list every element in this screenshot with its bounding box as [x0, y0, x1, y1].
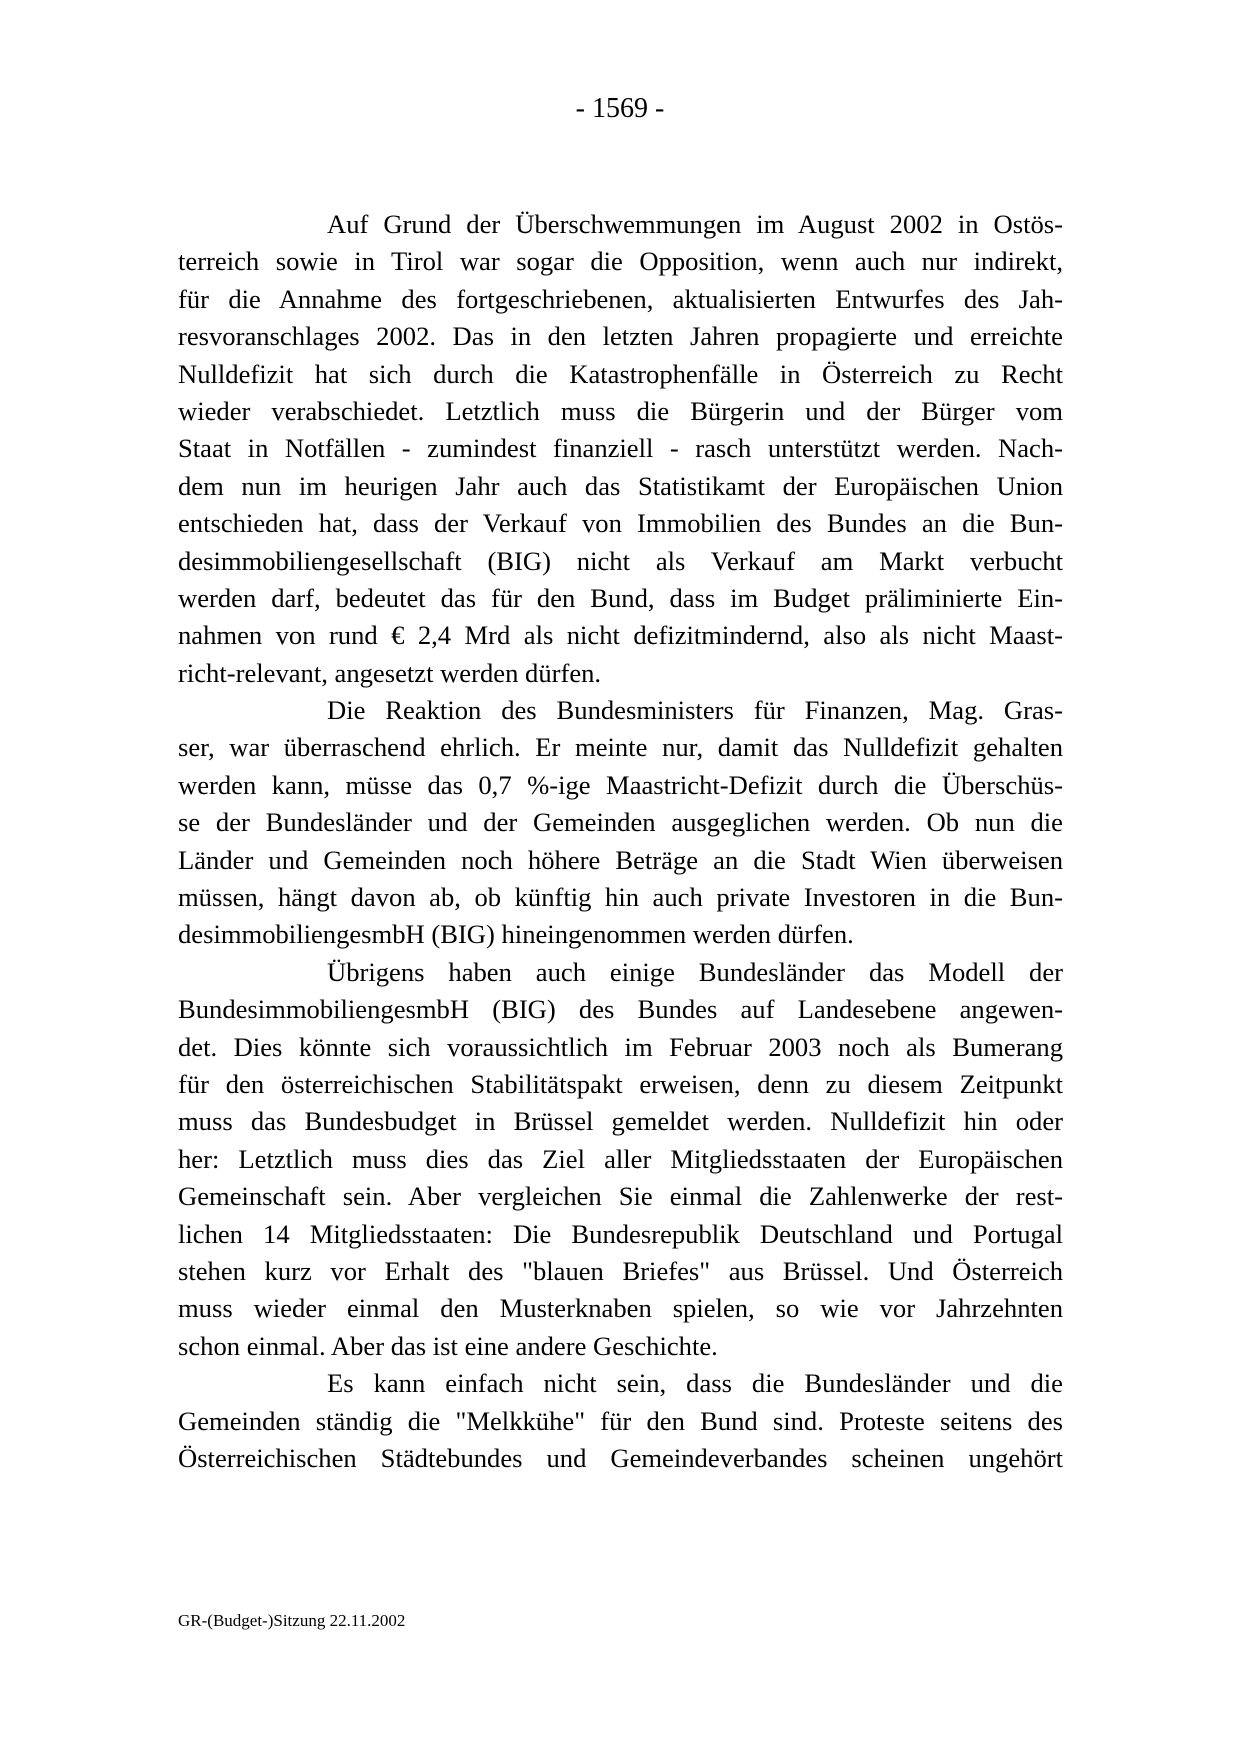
text-line: wieder verabschiedet. Letztlich muss die Bürgerin und der Bürger vom [178, 395, 1063, 426]
text-line: muss das Bundesbudget in Brüssel gemeldet werden. Nulldefizit hin oder [178, 1106, 1063, 1137]
text-line: werden darf, bedeutet das für den Bund, dass im Budget präliminierte Ein- [178, 582, 1063, 613]
text-line: Übrigens haben auch einige Bundesländer das Modell der [327, 956, 1063, 987]
text-line: terreich sowie in Tirol war sogar die Opposition, wenn auch nur indirekt, [178, 246, 1063, 277]
text-line: Auf Grund der Überschwemmungen im August 2002 in Ostös- [327, 209, 1063, 239]
text-line: lichen 14 Mitgliedsstaaten: Die Bundesrepublik Deutschland und Portugal [178, 1218, 1063, 1249]
text-line: muss wieder einmal den Musterknaben spielen, so wie vor Jahrzehnten [178, 1293, 1063, 1324]
text-line: se der Bundesländer und der Gemeinden ausgeglichen werden. Ob nun die [178, 807, 1063, 838]
text-line: müssen, hängt davon ab, ob künftig hin auch private Investoren in die Bun- [178, 882, 1063, 913]
text-line: schon einmal. Aber das ist eine andere Geschichte. [178, 1330, 718, 1361]
text-line: desimmobiliengesellschaft (BIG) nicht als Verkauf am Markt verbucht [178, 545, 1063, 576]
text-line: her: Letztlich muss dies das Ziel aller Mitgliedsstaaten der Europäischen [178, 1143, 1063, 1174]
text-line: nahmen von rund € 2,4 Mrd als nicht defizitmindernd, also als nicht Maast- [178, 620, 1063, 651]
text-line: richt-relevant, angesetzt werden dürfen. [178, 657, 602, 688]
text-line: Es kann einfach nicht sein, dass die Bundesländer und die [327, 1368, 1063, 1399]
text-line: Gemeinden ständig die "Melkkühe" für den Bund sind. Proteste seitens des [178, 1405, 1063, 1436]
page-footer: GR-(Budget-)Sitzung 22.11.2002 [178, 1611, 406, 1630]
text-line: dem nun im heurigen Jahr auch das Statistikamt der Europäischen Union [178, 470, 1063, 501]
text-line: BundesimmobiliengesmbH (BIG) des Bundes auf Landesebene angewen- [178, 994, 1063, 1025]
text-line: entschieden hat, dass der Verkauf von Immobilien des Bundes an die Bun- [178, 508, 1063, 539]
text-line: Nulldefizit hat sich durch die Katastrophenfälle in Österreich zu Recht [178, 358, 1063, 389]
text-line: Gemeinschaft sein. Aber vergleichen Sie einmal die Zahlenwerke der rest- [178, 1181, 1063, 1212]
paragraph-4 [178, 1365, 1063, 1477]
text-line: desimmobiliengesmbH (BIG) hineingenommen werden dürfen. [178, 919, 854, 950]
text-line: werden kann, müsse das 0,7 %-ige Maastricht-Defizit durch die Überschüs- [178, 769, 1063, 800]
paragraph-2 [178, 692, 1063, 954]
text-line: für die Annahme des fortgeschriebenen, aktualisierten Entwurfes des Jah- [178, 283, 1063, 314]
page-number: - 1569 - [575, 93, 665, 124]
text-line: Staat in Notfällen - zumindest finanziell - rasch unterstützt werden. Nach- [178, 433, 1063, 464]
text-line: Länder und Gemeinden noch höhere Beträge an die Stadt Wien überweisen [178, 844, 1063, 875]
text-line: stehen kurz vor Erhalt des "blauen Briefes" aus Brüssel. Und Österreich [178, 1255, 1063, 1286]
paragraph-3 [178, 954, 1063, 1365]
text-line: resvoranschlages 2002. Das in den letzten Jahren propagierte und erreichte [178, 321, 1063, 352]
paragraph-1 [178, 206, 1063, 692]
text-line: det. Dies könnte sich voraussichtlich im Februar 2003 noch als Bumerang [178, 1031, 1063, 1062]
body-text [178, 206, 1063, 1477]
text-line: Die Reaktion des Bundesministers für Finanzen, Mag. Gras- [327, 695, 1063, 726]
text-line: Österreichischen Städtebundes und Gemeindeverbandes scheinen ungehört [178, 1442, 1063, 1473]
text-line: für den österreichischen Stabilitätspakt erweisen, denn zu diesem Zeitpunkt [178, 1068, 1063, 1099]
text-line: ser, war überraschend ehrlich. Er meinte nur, damit das Nulldefizit gehalten [178, 732, 1063, 763]
